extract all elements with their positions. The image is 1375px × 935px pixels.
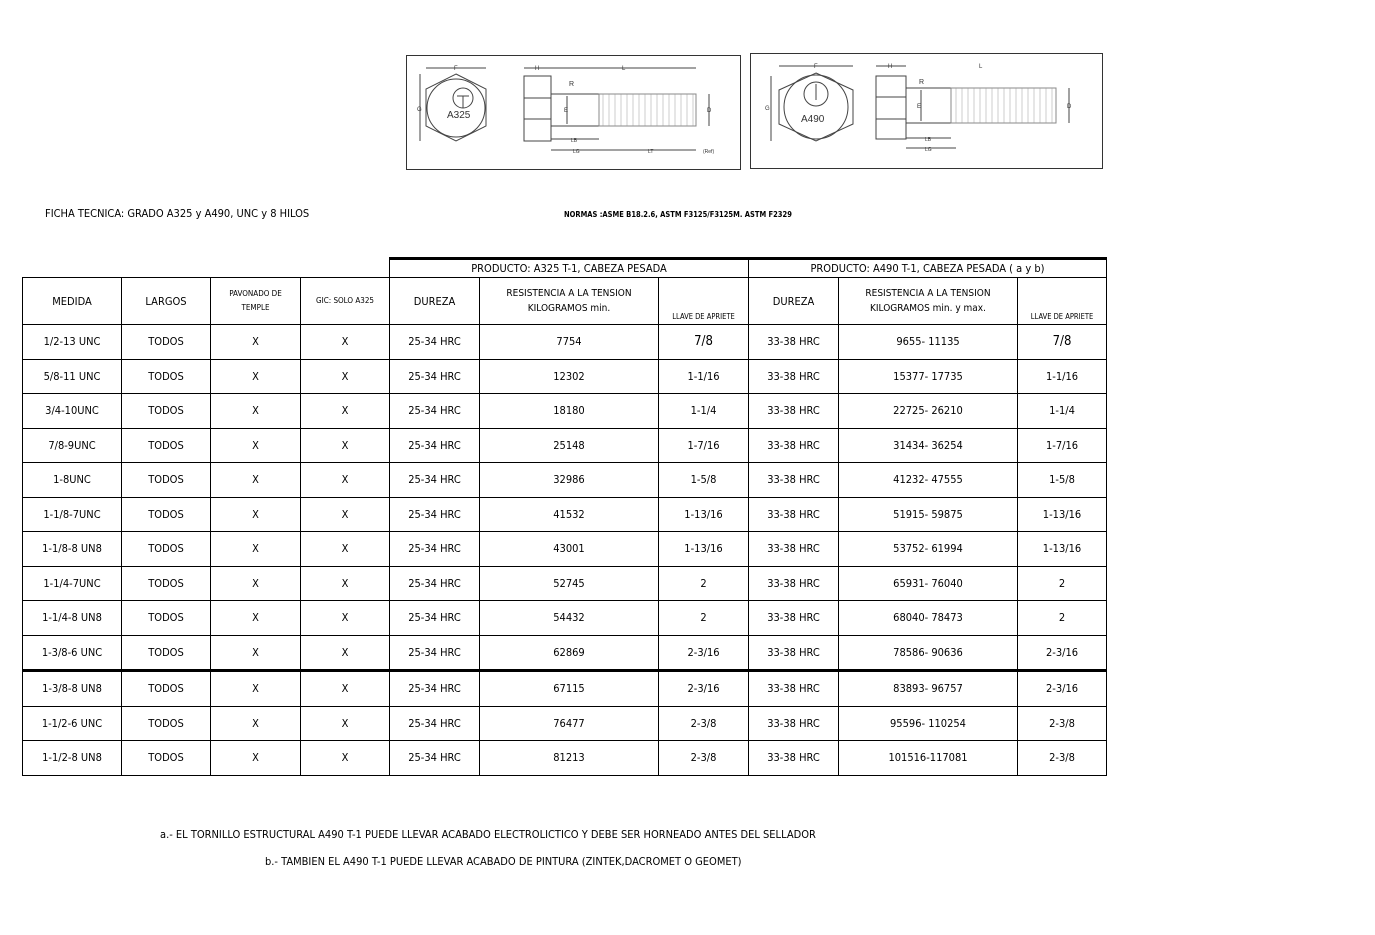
dim-h: H bbox=[888, 64, 893, 70]
cell-resistencia-a325: 81213 bbox=[480, 741, 659, 776]
dim-d: D bbox=[707, 108, 712, 114]
cell-resistencia-a490: 68040- 78473 bbox=[839, 601, 1018, 636]
cell-dureza-a490: 33-38 HRC bbox=[749, 497, 839, 532]
cell-llave-a325: 2-3/8 bbox=[659, 706, 749, 741]
cell-llave-a325: 2 bbox=[659, 566, 749, 601]
dim-d: D bbox=[1067, 104, 1072, 110]
document-title: FICHA TECNICA: GRADO A325 y A490, UNC y 8 HILOS bbox=[45, 207, 310, 220]
cell-dureza-a490: 33-38 HRC bbox=[749, 463, 839, 498]
table-row bbox=[23, 741, 1107, 776]
cell-medida: 5/8-11 UNC bbox=[23, 359, 122, 394]
cell-medida: 1-3/8-6 UNC bbox=[23, 635, 122, 671]
cell-llave-a325: 1-1/16 bbox=[659, 359, 749, 394]
dim-l: L bbox=[622, 66, 626, 72]
cell-resistencia-a490: 41232- 47555 bbox=[839, 463, 1018, 498]
cell-largos: TODOS bbox=[122, 497, 211, 532]
cell-gic: X bbox=[301, 741, 390, 776]
cell-medida: 1-1/4-8 UN8 bbox=[23, 601, 122, 636]
group-header-a490: PRODUCTO: A490 T-1, CABEZA PESADA ( a y b) bbox=[749, 259, 1107, 278]
cell-dureza-a325: 25-34 HRC bbox=[390, 325, 480, 360]
cell-medida: 1-1/2-6 UNC bbox=[23, 706, 122, 741]
cell-llave-a325: 1-13/16 bbox=[659, 497, 749, 532]
cell-largos: TODOS bbox=[122, 706, 211, 741]
cell-dureza-a490: 33-38 HRC bbox=[749, 428, 839, 463]
cell-resistencia-a490: 78586- 90636 bbox=[839, 635, 1018, 671]
table-row bbox=[23, 497, 1107, 532]
cell-llave-a490: 2-3/8 bbox=[1018, 706, 1107, 741]
bolt-drawing-a325 bbox=[407, 56, 740, 169]
cell-dureza-a325: 25-34 HRC bbox=[390, 428, 480, 463]
cell-llave-a490: 2 bbox=[1018, 566, 1107, 601]
cell-medida: 1-1/2-8 UN8 bbox=[23, 741, 122, 776]
cell-largos: TODOS bbox=[122, 601, 211, 636]
cell-pavonado: X bbox=[211, 497, 301, 532]
cell-resistencia-a325: 18180 bbox=[480, 394, 659, 429]
column-header-row bbox=[23, 278, 1107, 325]
cell-gic: X bbox=[301, 566, 390, 601]
cell-medida: 7/8-9UNC bbox=[23, 428, 122, 463]
grade-label: A490 bbox=[801, 114, 825, 125]
cell-dureza-a325: 25-34 HRC bbox=[390, 394, 480, 429]
cell-pavonado: X bbox=[211, 671, 301, 707]
table-row bbox=[23, 359, 1107, 394]
dim-r: R bbox=[569, 81, 575, 88]
dim-l: L bbox=[979, 64, 983, 70]
cell-medida: 1-8UNC bbox=[23, 463, 122, 498]
table-row bbox=[23, 706, 1107, 741]
dim-g: G bbox=[417, 107, 422, 113]
cell-dureza-a490: 33-38 HRC bbox=[749, 394, 839, 429]
note-a: a.- EL TORNILLO ESTRUCTURAL A490 T-1 PUEDE LLEVAR ACABADO ELECTROLICTICO Y DEBE SER HORNEADO ANTES DEL SELLADOR bbox=[160, 828, 816, 841]
cell-gic: X bbox=[301, 601, 390, 636]
dim-lg: LG bbox=[573, 149, 580, 155]
cell-medida: 1-3/8-8 UN8 bbox=[23, 671, 122, 707]
dim-e: E bbox=[917, 104, 922, 110]
cell-gic: X bbox=[301, 532, 390, 567]
cell-resistencia-a325: 41532 bbox=[480, 497, 659, 532]
cell-dureza-a325: 25-34 HRC bbox=[390, 532, 480, 567]
cell-dureza-a490: 33-38 HRC bbox=[749, 359, 839, 394]
cell-gic: X bbox=[301, 428, 390, 463]
cell-resistencia-a490: 65931- 76040 bbox=[839, 566, 1018, 601]
dim-lg: LG bbox=[925, 147, 932, 153]
cell-resistencia-a325: 12302 bbox=[480, 359, 659, 394]
cell-dureza-a490: 33-38 HRC bbox=[749, 741, 839, 776]
header-dureza-a490: DUREZA bbox=[749, 278, 839, 325]
cell-resistencia-a490: 15377- 17735 bbox=[839, 359, 1018, 394]
cell-resistencia-a325: 52745 bbox=[480, 566, 659, 601]
dim-f: F bbox=[454, 66, 458, 72]
dim-r: R bbox=[919, 79, 925, 86]
cell-gic: X bbox=[301, 706, 390, 741]
cell-dureza-a325: 25-34 HRC bbox=[390, 601, 480, 636]
cell-largos: TODOS bbox=[122, 532, 211, 567]
cell-resistencia-a490: 95596- 110254 bbox=[839, 706, 1018, 741]
cell-resistencia-a325: 54432 bbox=[480, 601, 659, 636]
bolt-diagram-a325 bbox=[406, 55, 741, 170]
cell-largos: TODOS bbox=[122, 741, 211, 776]
cell-largos: TODOS bbox=[122, 566, 211, 601]
cell-llave-a490: 2 bbox=[1018, 601, 1107, 636]
cell-dureza-a490: 33-38 HRC bbox=[749, 325, 839, 360]
cell-dureza-a325: 25-34 HRC bbox=[390, 671, 480, 707]
cell-llave-a325: 1-13/16 bbox=[659, 532, 749, 567]
cell-medida: 1-1/8-8 UN8 bbox=[23, 532, 122, 567]
cell-llave-a490: 2-3/16 bbox=[1018, 635, 1107, 671]
cell-llave-a490: 2-3/16 bbox=[1018, 671, 1107, 707]
cell-resistencia-a325: 32986 bbox=[480, 463, 659, 498]
cell-resistencia-a325: 76477 bbox=[480, 706, 659, 741]
header-gic: GIC: SOLO A325 bbox=[301, 278, 390, 325]
cell-llave-a490: 1-13/16 bbox=[1018, 532, 1107, 567]
cell-resistencia-a490: 83893- 96757 bbox=[839, 671, 1018, 707]
cell-pavonado: X bbox=[211, 325, 301, 360]
cell-resistencia-a490: 22725- 26210 bbox=[839, 394, 1018, 429]
cell-dureza-a490: 33-38 HRC bbox=[749, 671, 839, 707]
table-row bbox=[23, 566, 1107, 601]
cell-gic: X bbox=[301, 359, 390, 394]
dim-lt: LT bbox=[648, 149, 654, 155]
cell-gic: X bbox=[301, 394, 390, 429]
cell-resistencia-a490: 51915- 59875 bbox=[839, 497, 1018, 532]
cell-llave-a490: 2-3/8 bbox=[1018, 741, 1107, 776]
cell-dureza-a490: 33-38 HRC bbox=[749, 706, 839, 741]
cell-gic: X bbox=[301, 497, 390, 532]
table-row bbox=[23, 635, 1107, 671]
cell-pavonado: X bbox=[211, 741, 301, 776]
cell-gic: X bbox=[301, 463, 390, 498]
cell-resistencia-a490: 53752- 61994 bbox=[839, 532, 1018, 567]
cell-pavonado: X bbox=[211, 532, 301, 567]
header-llave-a325: LLAVE DE APRIETE bbox=[659, 278, 749, 325]
cell-pavonado: X bbox=[211, 359, 301, 394]
header-resistencia-a490: RESISTENCIA A LA TENSION KILOGRAMOS min. y max. bbox=[839, 278, 1018, 325]
dim-g: G bbox=[765, 106, 770, 112]
cell-largos: TODOS bbox=[122, 463, 211, 498]
cell-pavonado: X bbox=[211, 394, 301, 429]
cell-llave-a325: 1-5/8 bbox=[659, 463, 749, 498]
header-resistencia-a325: RESISTENCIA A LA TENSION KILOGRAMOS min. bbox=[480, 278, 659, 325]
table-row bbox=[23, 325, 1107, 360]
header-llave-a490: LLAVE DE APRIETE bbox=[1018, 278, 1107, 325]
dim-h: H bbox=[535, 66, 540, 72]
dim-ref: (Ref) bbox=[703, 149, 715, 155]
cell-resistencia-a325: 25148 bbox=[480, 428, 659, 463]
cell-gic: X bbox=[301, 671, 390, 707]
cell-largos: TODOS bbox=[122, 428, 211, 463]
cell-llave-a325: 2 bbox=[659, 601, 749, 636]
bolt-drawing-a490 bbox=[751, 54, 1102, 168]
cell-llave-a490: 1-1/16 bbox=[1018, 359, 1107, 394]
table-row bbox=[23, 532, 1107, 567]
cell-llave-a325: 2-3/16 bbox=[659, 671, 749, 707]
cell-medida: 1/2-13 UNC bbox=[23, 325, 122, 360]
cell-medida: 3/4-10UNC bbox=[23, 394, 122, 429]
cell-llave-a325: 2-3/8 bbox=[659, 741, 749, 776]
note-b: b.- TAMBIEN EL A490 T-1 PUEDE LLEVAR ACABADO DE PINTURA (ZINTEK,DACROMET O GEOMET) bbox=[265, 855, 742, 868]
cell-llave-a490: 1-5/8 bbox=[1018, 463, 1107, 498]
cell-dureza-a325: 25-34 HRC bbox=[390, 497, 480, 532]
bolt-diagram-a490 bbox=[750, 53, 1103, 169]
table-row bbox=[23, 671, 1107, 707]
cell-llave-a325: 1-1/4 bbox=[659, 394, 749, 429]
cell-resistencia-a325: 62869 bbox=[480, 635, 659, 671]
dim-f: F bbox=[814, 64, 818, 70]
cell-llave-a490: 1-7/16 bbox=[1018, 428, 1107, 463]
cell-resistencia-a490: 101516-117081 bbox=[839, 741, 1018, 776]
cell-dureza-a325: 25-34 HRC bbox=[390, 635, 480, 671]
cell-resistencia-a490: 9655- 11135 bbox=[839, 325, 1018, 360]
cell-dureza-a325: 25-34 HRC bbox=[390, 463, 480, 498]
header-dureza-a325: DUREZA bbox=[390, 278, 480, 325]
dim-e: E bbox=[564, 108, 569, 114]
cell-largos: TODOS bbox=[122, 671, 211, 707]
cell-medida: 1-1/4-7UNC bbox=[23, 566, 122, 601]
cell-dureza-a325: 25-34 HRC bbox=[390, 741, 480, 776]
cell-pavonado: X bbox=[211, 706, 301, 741]
cell-llave-a490: 1-13/16 bbox=[1018, 497, 1107, 532]
grade-label: A325 bbox=[447, 110, 471, 121]
cell-gic: X bbox=[301, 325, 390, 360]
cell-dureza-a490: 33-38 HRC bbox=[749, 601, 839, 636]
standards-reference: NORMAS :ASME B18.2.6, ASTM F3125/F3125M. ASTM F2329 bbox=[564, 210, 792, 219]
cell-medida: 1-1/8-7UNC bbox=[23, 497, 122, 532]
cell-gic: X bbox=[301, 635, 390, 671]
dim-lb: LB bbox=[571, 138, 578, 144]
cell-dureza-a490: 33-38 HRC bbox=[749, 635, 839, 671]
header-largos: LARGOS bbox=[122, 278, 211, 325]
cell-dureza-a325: 25-34 HRC bbox=[390, 359, 480, 394]
header-medida: MEDIDA bbox=[23, 278, 122, 325]
cell-dureza-a325: 25-34 HRC bbox=[390, 566, 480, 601]
cell-dureza-a490: 33-38 HRC bbox=[749, 566, 839, 601]
group-header-a325: PRODUCTO: A325 T-1, CABEZA PESADA bbox=[390, 259, 749, 278]
specs-table bbox=[22, 257, 1107, 776]
cell-dureza-a490: 33-38 HRC bbox=[749, 532, 839, 567]
cell-largos: TODOS bbox=[122, 359, 211, 394]
cell-pavonado: X bbox=[211, 566, 301, 601]
cell-llave-a325: 2-3/16 bbox=[659, 635, 749, 671]
table-row bbox=[23, 601, 1107, 636]
cell-pavonado: X bbox=[211, 601, 301, 636]
cell-pavonado: X bbox=[211, 428, 301, 463]
cell-pavonado: X bbox=[211, 635, 301, 671]
cell-llave-a490: 7/8 bbox=[1018, 325, 1107, 360]
cell-dureza-a325: 25-34 HRC bbox=[390, 706, 480, 741]
cell-llave-a325: 7/8 bbox=[659, 325, 749, 360]
cell-pavonado: X bbox=[211, 463, 301, 498]
table-row bbox=[23, 463, 1107, 498]
cell-largos: TODOS bbox=[122, 394, 211, 429]
cell-llave-a490: 1-1/4 bbox=[1018, 394, 1107, 429]
cell-resistencia-a325: 67115 bbox=[480, 671, 659, 707]
cell-resistencia-a490: 31434- 36254 bbox=[839, 428, 1018, 463]
header-pavonado: PAVONADO DE TEMPLE bbox=[211, 278, 301, 325]
cell-resistencia-a325: 7754 bbox=[480, 325, 659, 360]
dim-lb: LB bbox=[925, 137, 932, 143]
table-row bbox=[23, 394, 1107, 429]
cell-resistencia-a325: 43001 bbox=[480, 532, 659, 567]
cell-largos: TODOS bbox=[122, 325, 211, 360]
cell-llave-a325: 1-7/16 bbox=[659, 428, 749, 463]
table-row bbox=[23, 428, 1107, 463]
cell-largos: TODOS bbox=[122, 635, 211, 671]
group-header-row bbox=[23, 259, 1107, 278]
